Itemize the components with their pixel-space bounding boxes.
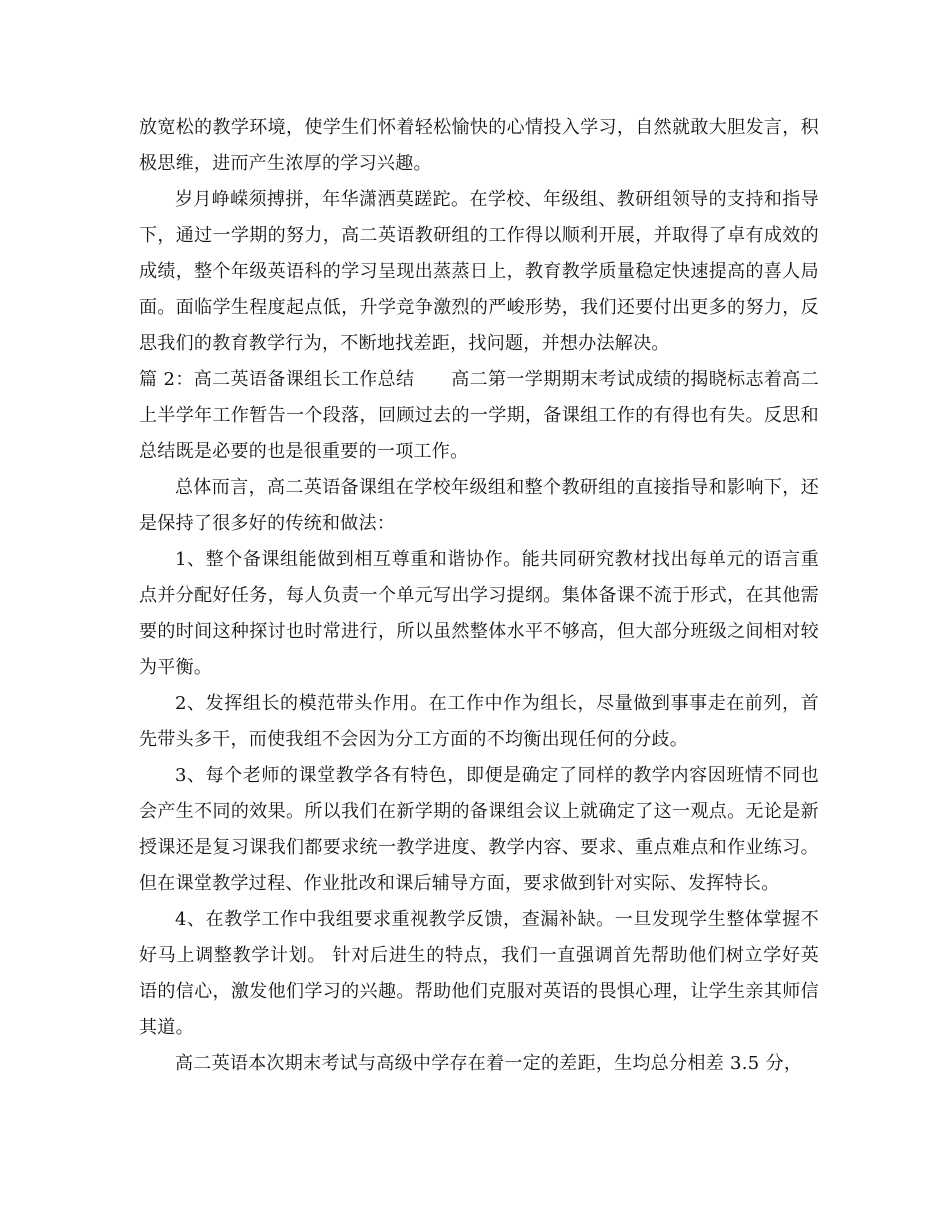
paragraph: 2、发挥组长的模范带头作用。在工作中作为组长，尽量做到事事走在前列，首先带头多干，而使我组不会因为分工方面的不均衡出现任何的分歧。 <box>139 693 819 750</box>
paragraph: 岁月峥嵘须搏拼，年华潇洒莫蹉跎。在学校、年级组、教研组领导的支持和指导下，通过一学期的努力，高二英语教研组的工作得以顺利开展，并取得了卓有成效的成绩，整个年级英语科的学习呈现出蒸蒸日上，教育教学质量稳定快速提高的喜人局面。面临学生程度起点低，升学竞争激烈的严峻形势，我们还要付出更多的努力，反思我们的教育教学行为，不断地找差距，找问题，并想办法解决。 <box>139 189 819 354</box>
paragraph: 1、整个备课组能做到相互尊重和谐协作。能共同研究教材找出每单元的语言重点并分配好任务，每人负责一个单元写出学习提纲。集体备课不流于形式，在其他需要的时间这种探讨也时常进行，所以虽然整体水平不够高，但大部分班级之间相对较为平衡。 <box>139 549 819 678</box>
document-body <box>139 110 819 1082</box>
paragraph: 3、每个老师的课堂教学各有特色，即便是确定了同样的教学内容因班情不同也会产生不同的效果。所以我们在新学期的备课组会议上就确定了这一观点。无论是新授课还是复习课我们都要求统一教学进度、教学内容、要求、重点难点和作业练习。但在课堂教学过程、作业批改和课后辅导方面，要求做到针对实际、发挥特长。 <box>139 765 819 894</box>
paragraph: 高二英语本次期末考试与高级中学存在着一定的差距，生均总分相差 3.5 分， <box>175 1053 803 1074</box>
paragraph: 4、在教学工作中我组要求重视教学反馈，查漏补缺。一旦发现学生整体掌握不好马上调整教学计划。 针对后进生的特点，我们一直强调首先帮助他们树立学好英语的信心，激发他们学习的兴趣。帮助他们克服对英语的畏惧心理，让学生亲其师信其道。 <box>139 909 819 1038</box>
paragraph: 放宽松的教学环境，使学生们怀着轻松愉快的心情投入学习，自然就敢大胆发言，积极思维，进而产生浓厚的学习兴趣。 <box>139 117 819 174</box>
paragraph: 篇 2：高二英语备课组长工作总结 高二第一学期期末考试成绩的揭晓标志着高二上半学年工作暂告一个段落，回顾过去的一学期，备课组工作的有得也有失。反思和总结既是必要的也是很重要的一项工作。 <box>139 369 819 462</box>
paragraph: 总体而言，高二英语备课组在学校年级组和整个教研组的直接指导和影响下，还是保持了很多好的传统和做法： <box>139 477 819 534</box>
